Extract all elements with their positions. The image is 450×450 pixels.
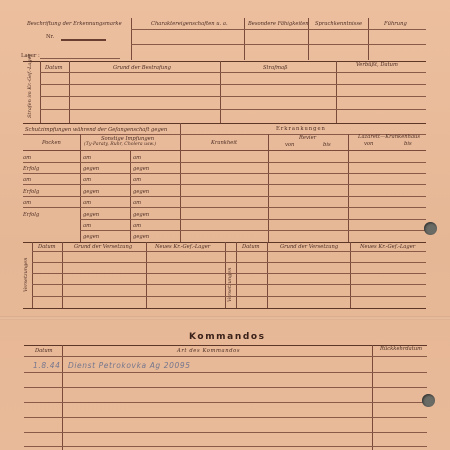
- paper-fold: [0, 316, 450, 320]
- tag-inscription-label: Beschriftung der Erkennungsmarke: [27, 21, 122, 27]
- vac-line-6: [80, 230, 180, 231]
- vac-cell-left: am: [23, 155, 32, 161]
- ill-line-2: [180, 173, 426, 174]
- ill-line-3: [180, 184, 426, 185]
- vac-cell-right: am: [133, 177, 142, 183]
- vac-header-bottom: [23, 150, 180, 151]
- vac-cell-right: am: [133, 200, 142, 206]
- cmd-col-date: Datum: [35, 348, 53, 354]
- tr-line-2: [32, 273, 426, 274]
- vac-cell-right: am: [133, 155, 142, 161]
- tr-line-3: [32, 284, 426, 285]
- tr-right-col-camp: Neues Kr.-Gef.-Lager: [360, 244, 416, 250]
- pun-col-served: Verbüßt, Datum: [356, 62, 398, 68]
- transfers-bottom-border: [23, 308, 426, 309]
- col-character: Charaktereigenschaften u. a.: [151, 21, 228, 27]
- vac-cell-mid: gegen: [83, 166, 100, 172]
- camp-line: [40, 58, 120, 59]
- vac-line-0: [23, 162, 180, 163]
- cmd-divider-1: [62, 345, 63, 450]
- col-abilities: Besondere Fähigkeiten: [248, 21, 309, 27]
- ill-col-infirmary: Revier: [299, 135, 317, 141]
- punishments-bottom-border: [23, 123, 426, 124]
- ill-hospital-from: von: [364, 141, 374, 147]
- vac-cell-mid: gegen: [83, 189, 100, 195]
- pun-divider-0: [40, 61, 41, 123]
- tr-header-line: [32, 251, 426, 252]
- cmd-line-5: [24, 432, 427, 433]
- cmd-col-return: Rückkehrdatum: [380, 346, 423, 352]
- pun-row-2: [40, 96, 426, 97]
- vac-cell-mid: am: [83, 155, 92, 161]
- vac-cell-mid: am: [83, 200, 92, 206]
- cmd-line-3: [24, 402, 427, 403]
- ill-col-hospital: Lazarett—Krankenhaus: [358, 134, 421, 140]
- vac-cell-left: am: [23, 177, 32, 183]
- pun-divider-3: [336, 61, 337, 123]
- tr-left-col-reason: Grund der Versetzung: [74, 244, 133, 250]
- vac-col-other-sub: (Ty-Paraty, Ruhr, Cholera usw.): [84, 142, 157, 147]
- cmd-line-1: [24, 372, 427, 373]
- vac-cell-right: gegen: [133, 166, 150, 172]
- punch-hole-lower: [422, 394, 435, 407]
- pun-col-penalty: Strafmaß: [263, 65, 288, 71]
- col-conduct: Führung: [384, 21, 407, 27]
- ill-infirmary-to: bis: [323, 142, 331, 148]
- vac-cell-right: am: [133, 223, 142, 229]
- tr-left-col-camp: Neues Kr.-Gef.-Lager: [155, 244, 211, 250]
- tr-right-col-reason: Grund der Versetzung: [280, 244, 339, 250]
- vac-cell-mid: gegen: [83, 234, 100, 240]
- tag-number-line: [61, 39, 106, 41]
- top-row-line-2: [131, 44, 426, 45]
- cmd-entry-date: 1.8.44: [33, 361, 61, 370]
- illnesses-heading: Erkrankungen: [276, 126, 326, 132]
- commandos-title: Kommandos: [189, 332, 266, 342]
- punch-hole-upper: [424, 222, 437, 235]
- tr-right-col-date: Datum: [242, 244, 260, 250]
- ill-line-4: [180, 196, 426, 197]
- vac-line-3: [23, 196, 180, 197]
- vac-col-other: Sonstige Impfungen: [101, 136, 155, 142]
- vac-line-5: [80, 219, 180, 220]
- tr-line-4: [32, 296, 426, 297]
- vac-col-smallpox: Pocken: [42, 140, 61, 146]
- pun-divider-2: [220, 61, 221, 123]
- vac-divider-3: [180, 123, 181, 242]
- col-languages: Sprachkenntnisse: [315, 21, 363, 27]
- vac-line-1: [23, 173, 180, 174]
- vac-cell-left: am: [23, 200, 32, 206]
- pun-col-reason: Grund der Bestrafung: [113, 65, 171, 71]
- vac-cell-mid: am: [83, 177, 92, 183]
- vac-cell-right: gegen: [133, 189, 150, 195]
- cmd-header-line: [24, 356, 427, 357]
- pun-row-1: [40, 84, 426, 85]
- top-divider-3: [308, 18, 309, 60]
- cmd-line-4: [24, 417, 427, 418]
- vac-cell-left: Erfolg: [23, 212, 40, 218]
- vac-line-4: [23, 207, 180, 208]
- vac-heading-line: [23, 134, 180, 135]
- tag-number-label: Nr.: [46, 34, 55, 40]
- top-row-line-1: [131, 29, 426, 30]
- tr-line-1: [32, 262, 426, 263]
- ill-header-bottom: [180, 150, 426, 151]
- top-divider-1: [131, 18, 132, 60]
- cmd-top-border: [24, 345, 427, 346]
- ill-col-illness: Krankheit: [211, 140, 238, 146]
- ill-line-6: [180, 219, 426, 220]
- vac-cell-left: Erfolg: [23, 189, 40, 195]
- top-divider-2: [244, 18, 245, 60]
- vac-cell-right: gegen: [133, 212, 150, 218]
- punishments-side-label: Strafen im Kr.-Gef.-Lager: [27, 54, 33, 118]
- pun-row-3: [40, 109, 426, 110]
- vac-cell-right: gegen: [133, 234, 150, 240]
- ill-hospital-to: bis: [404, 141, 412, 147]
- ill-infirmary-from: von: [285, 142, 295, 148]
- transfers-side-label-right: Versetzungen: [227, 267, 233, 302]
- ill-line-7: [180, 230, 426, 231]
- pun-header-line: [40, 72, 426, 73]
- transfers-side-label-left: Versetzungen: [23, 257, 29, 292]
- vac-cell-left: Erfolg: [23, 166, 40, 172]
- top-divider-4: [368, 18, 369, 60]
- cmd-line-2: [24, 387, 427, 388]
- vac-cell-mid: am: [83, 223, 92, 229]
- cmd-col-type: Art des Kommandos: [177, 348, 241, 354]
- tr-left-col-date: Datum: [38, 244, 56, 250]
- cmd-entry-text: Dienst Petrokovka Ag 20095: [68, 361, 191, 370]
- camp-label: Lager :: [21, 53, 40, 59]
- ill-line-5: [180, 207, 426, 208]
- cmd-divider-2: [372, 345, 373, 450]
- vaccinations-heading: Schutzimpfungen während der Gefangenschaft gegen: [25, 127, 168, 133]
- vac-line-2: [23, 184, 180, 185]
- pun-col-date: Datum: [45, 65, 63, 71]
- pun-divider-1: [69, 61, 70, 123]
- cmd-line-6: [24, 446, 427, 447]
- vac-cell-mid: gegen: [83, 212, 100, 218]
- ill-line-1: [180, 162, 426, 163]
